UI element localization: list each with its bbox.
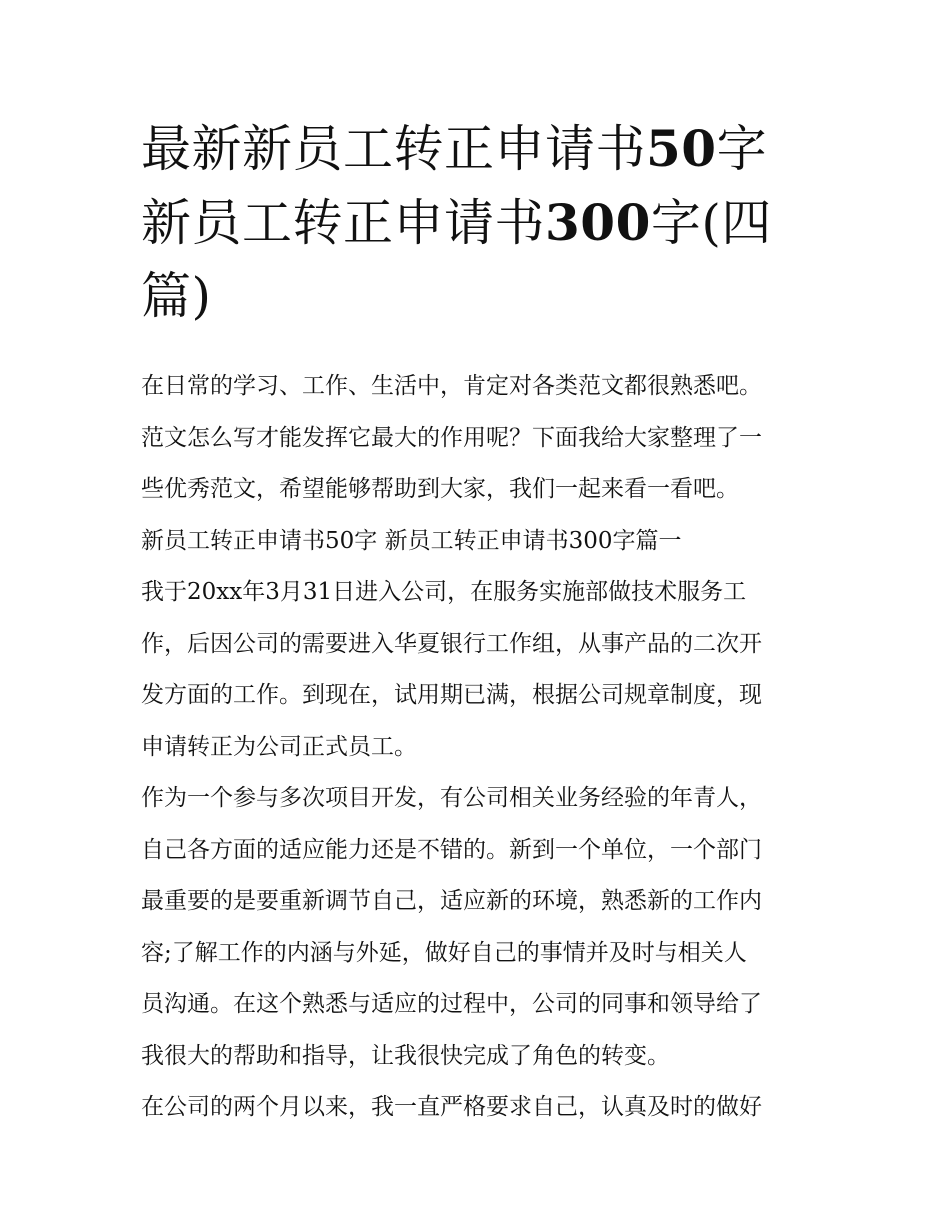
body-line: 发方面的工作。到现在，试用期已满，根据公司规章制度，现 bbox=[141, 682, 762, 708]
body-line: 申请转正为公司正式员工。 bbox=[141, 733, 417, 760]
body-line: 在日常的学习、工作、生活中，肯定对各类范文都很熟悉吧。 bbox=[141, 373, 762, 399]
body-line: 容;了解工作的内涵与外延，做好自己的事情并及时与相关人 bbox=[141, 939, 747, 966]
body-line: 我很大的帮助和指导，让我很快完成了角色的转变。 bbox=[141, 1042, 670, 1069]
title-line-2: 新员工转正申请书300字(四 bbox=[141, 193, 772, 252]
document-body bbox=[141, 361, 813, 1134]
title-line-3: 篇) bbox=[141, 267, 212, 325]
body-line: 在公司的两个月以来，我一直严格要求自己，认真及时的做好 bbox=[141, 1094, 762, 1120]
body-line: 作，后因公司的需要进入华夏银行工作组，从事产品的二次开 bbox=[141, 630, 762, 657]
body-line: 员沟通。在这个熟悉与适应的过程中，公司的同事和领导给了 bbox=[141, 991, 762, 1017]
title-line-1: 最新新员工转正申请书50字 bbox=[141, 119, 768, 178]
document-page bbox=[141, 112, 813, 1134]
body-line: 范文怎么写才能发挥它最大的作用呢？下面我给大家整理了一 bbox=[141, 424, 762, 451]
section-heading: 新员工转正申请书50字 新员工转正申请书300字篇一 bbox=[141, 527, 682, 554]
body-line: 最重要的是要重新调节自己，适应新的环境，熟悉新的工作内 bbox=[141, 888, 762, 914]
body-line: 作为一个参与多次项目开发，有公司相关业务经验的年青人， bbox=[141, 785, 762, 811]
body-line: 我于20xx年3月31日进入公司，在服务实施部做技术服务工 bbox=[141, 579, 747, 605]
document-title bbox=[141, 112, 813, 333]
body-line: 自己各方面的适应能力还是不错的。新到一个单位，一个部门 bbox=[141, 836, 762, 863]
body-line: 些优秀范文，希望能够帮助到大家，我们一起来看一看吧。 bbox=[141, 476, 739, 502]
